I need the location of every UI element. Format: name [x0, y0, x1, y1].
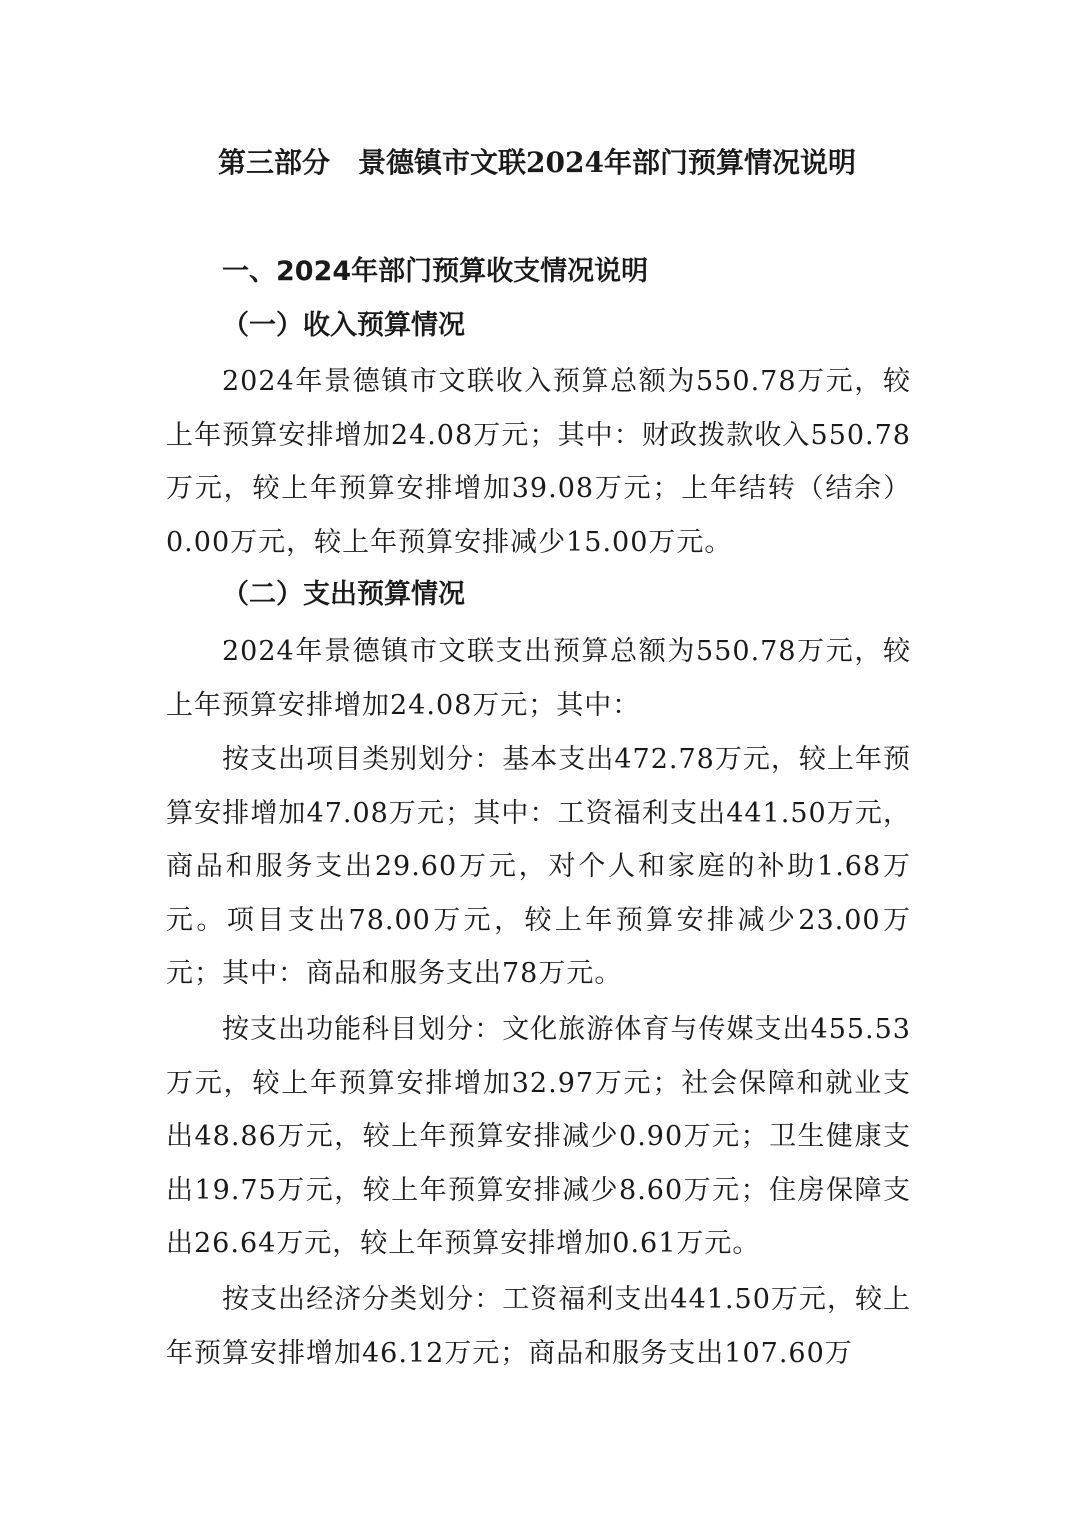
- by-function-paragraph: 按支出功能科目划分：文化旅游体育与传媒支出455.53万元，较上年预算安排增加32.97万元；社会保障和就业支出48.86万元，较上年预算安排减少0.90万元；卫生健康支出19.75万元，较上年预算安排减少8.60万元；住房保障支出26.64万元，较上年预算安排增加0.61万元。: [166, 1014, 911, 1260]
- by-project-category-paragraph: 按支出项目类别划分：基本支出472.78万元，较上年预算安排增加47.08万元；其中：工资福利支出441.50万元，商品和服务支出29.60万元，对个人和家庭的补助1.68万元。项目支出78.00万元，较上年预算安排减少23.00万元；其中：商品和服务支出78万元。: [166, 744, 911, 990]
- page-title: 第三部分 景德镇市文联2024年部门预算情况说明: [218, 146, 856, 179]
- subsection-heading-income: （一）收入预算情况: [222, 310, 465, 341]
- section-heading-budget-overview: 一、2024年部门预算收支情况说明: [222, 256, 649, 287]
- income-paragraph: 2024年景德镇市文联收入预算总额为550.78万元，较上年预算安排增加24.08万元；其中：财政拨款收入550.78万元，较上年预算安排增加39.08万元；上年结转（结余）0.00万元，较上年预算安排减少15.00万元。: [166, 366, 911, 558]
- expenditure-intro-paragraph: 2024年景德镇市文联支出预算总额为550.78万元，较上年预算安排增加24.08万元；其中：: [166, 636, 911, 721]
- by-economic-class-paragraph: 按支出经济分类划分：工资福利支出441.50万元，较上年预算安排增加46.12万元；商品和服务支出107.60万: [166, 1284, 911, 1369]
- subsection-heading-expenditure: （二）支出预算情况: [222, 579, 465, 610]
